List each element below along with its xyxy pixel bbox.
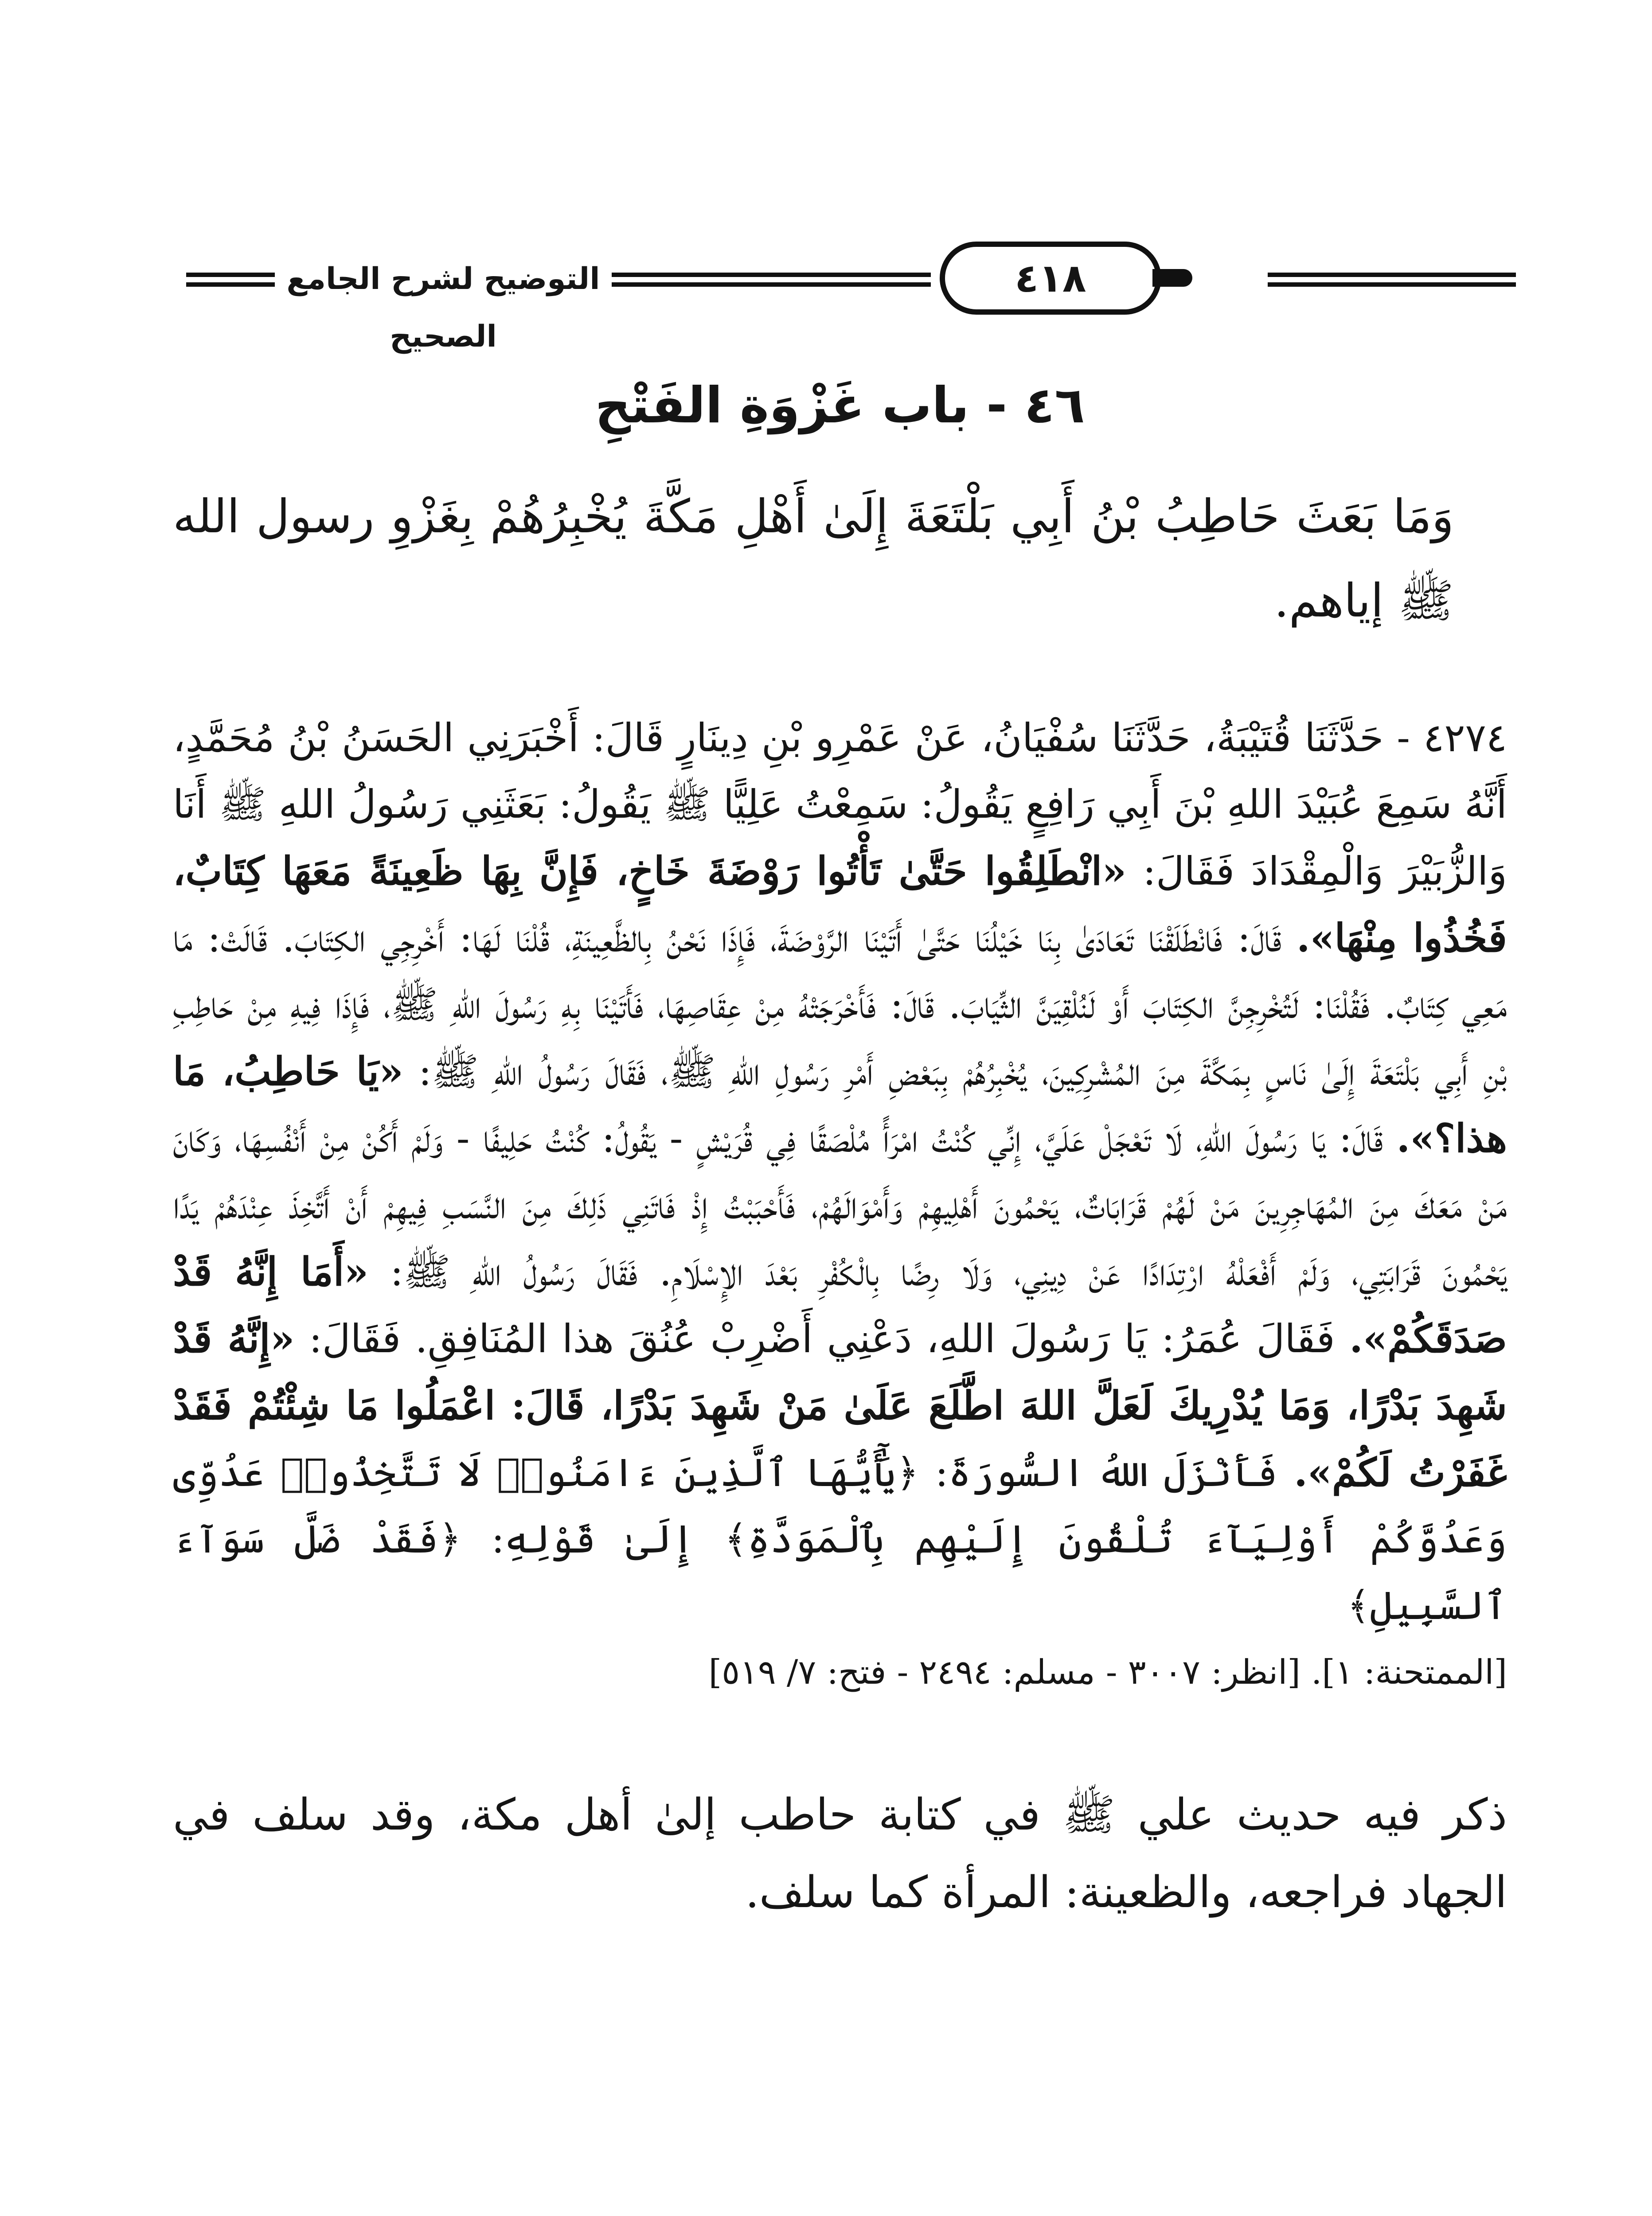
hadith-isnad: ٤٢٧٤ - حَدَّثَنَا قُتَيْبَةُ، حَدَّثَنَا سُفْيَانُ، عَنْ عَمْرِو بْنِ دِينَارٍ قَالَ: أَخْبَرَنِي الحَسَنُ بْنُ مُحَمَّدٍ، أَنَّهُ سَمِعَ عُبَيْدَ اللهِ بْنَ أَبِي رَافِعٍ يَقُولُ: سَمِعْتُ عَلِيًّا ﷺ يَقُولُ: بَعَثَنِي رَسُولُ اللهِ ﷺ أَنَا وَالزُّبَيْرَ وَالْمِقْدَادَ فَقَالَ: xyxy=(173,715,1507,894)
page-number-ornament xyxy=(1152,269,1192,287)
running-title: التوضيح لشرح الجامع الصحيح xyxy=(286,261,600,354)
prophetic-quote: «إِنَّهُ قَدْ شَهِدَ بَدْرًا، وَمَا يُدْرِيكَ لَعَلَّ اللهَ اطَّلَعَ عَلَىٰ مَنْ شَهِدَ بَدْرًا، قَالَ: اعْمَلُوا مَا شِئْتُمْ فَقَدْ غَفَرْتُ لَكُمْ». xyxy=(173,1315,1507,1495)
hadith-narrative: قَالَ: فَانْطَلَقْنَا تَعَادَىٰ بِنَا خَيْلُنَا حَتَّىٰ أَتَيْنَا الرَّوْضَةَ، فَإِذَا نَحْنُ بِالظَّعِينَةِ، قُلْنَا لَهَا: أَخْرِجِي الكِتَابَ. قَالَتْ: مَا مَعِي كِتَابٌ. فَقُلْنَا: لَتُخْرِجِنَّ الكِتَابَ أَوْ لَنُلْقِيَنَّ الثِّيَابَ. قَالَ: فَأَخْرَجَتْهُ مِنْ عِقَاصِهَا، فَأَتَيْنَا بِهِ رَسُولَ اللهِ ﷺ، فَإِذَا فِيهِ مِنْ حَاطِبِ بْنِ أَبِي بَلْتَعَةَ إِلَىٰ نَاسٍ بِمَكَّةَ مِنَ المُشْرِكِينَ، يُخْبِرُهُمْ بِبَعْضِ أَمْرِ رَسُولِ اللهِ ﷺ، فَقَالَ رَسُولُ اللهِ ﷺ: xyxy=(173,915,1507,1094)
prophetic-quote: «يَا حَاطِبُ، مَا هذا؟». xyxy=(173,1048,1507,1161)
hadith-text xyxy=(173,705,1507,1705)
page-content xyxy=(173,363,1507,1931)
hadith-references: [الممتحنة: ١]. [انظر: ٣٠٠٧ - مسلم: ٢٤٩٤ - فتح: ٧/ ٥١٩] xyxy=(708,1652,1507,1692)
prophetic-quote: «أَمَا إِنَّهُ قَدْ صَدَقَكُمْ». xyxy=(173,1248,1507,1362)
hadith-narrative: قَالَ: يَا رَسُولَ اللهِ، لَا تَعْجَلْ عَلَيَّ، إِنِّي كُنْتُ امْرَأً مُلْصَقًا فِي قُرَيْشٍ - يَقُولُ: كُنْتُ حَلِيفًا - وَلَمْ أَكُنْ مِنْ أَنْفُسِهَا، وَكَانَ مَنْ مَعَكَ مِنَ المُهَاجِرِينَ مَنْ لَهُمْ قَرَابَاتٌ، يَحْمُونَ أَهْلِيهِمْ وَأَمْوَالَهُمْ، فَأَحْبَبْتُ إِذْ فَاتَنِي ذَلِكَ مِنَ النَّسَبِ فِيهِمْ أَنْ أَتَّخِذَ عِنْدَهُمْ يَدًا يَحْمُونَ قَرَابَتِي، وَلَمْ أَفْعَلْهُ ارْتِدَادًا عَنْ دِينِي، وَلَا رِضًا بِالْكُفْرِ بَعْدَ الإِسْلَامِ. فَقَالَ رَسُولُ اللهِ ﷺ: xyxy=(173,1116,1507,1295)
commentary-text: ذكر فيه حديث علي ﷺ في كتابة حاطب إلىٰ أهل مكة، وقد سلف في الجهاد فراجعه، والظعينة: المرأة كما سلف. xyxy=(173,1790,1507,1918)
chapter-subtitle: وَمَا بَعَثَ حَاطِبُ بْنُ أَبِي بَلْتَعَةَ إِلَىٰ أَهْلِ مَكَّةَ يُخْبِرُهُمْ بِغَزْوِ رسول الله ﷺ إياهم. xyxy=(173,489,1454,628)
header-rule-right xyxy=(1268,273,1516,287)
chapter-heading: ٤٦ - باب غَزْوَةِ الفَتْحِ xyxy=(595,377,1085,434)
header-rule-left xyxy=(186,273,275,287)
page-number: ٤١٨ xyxy=(940,242,1161,315)
prophetic-quote: «انْطَلِقُوا حَتَّىٰ تَأْتُوا رَوْضَةَ خَاخٍ، فَإِنَّ بِهَا ظَعِينَةً مَعَهَا كِتَابٌ، فَخُذُوا مِنْهَا». xyxy=(173,848,1507,961)
quran-citation: فَأَنْزَلَ اللهُ السُّورَةَ: ﴿يَٰٓأَيُّهَا ٱلَّذِينَ ءَامَنُوا۟ لَا تَتَّخِذُوا۟ عَدُوِّى وَعَدُوَّكُمْ أَوْلِيَآءَ تُلْقُونَ إِلَيْهِم بِٱلْمَوَدَّةِ﴾ إِلَىٰ قَوْلِهِ: ﴿فَقَدْ ضَلَّ سَوَآءَ ٱلسَّبِيلِ﴾ xyxy=(173,1450,1507,1628)
hadith-narrative: فَقَالَ عُمَرُ: يَا رَسُولَ اللهِ، دَعْنِي أَضْرِبْ عُنُقَ هذا المُنَافِقِ. فَقَالَ: xyxy=(309,1316,1335,1362)
header-rule-middle xyxy=(612,273,931,287)
page-header xyxy=(186,242,1516,354)
